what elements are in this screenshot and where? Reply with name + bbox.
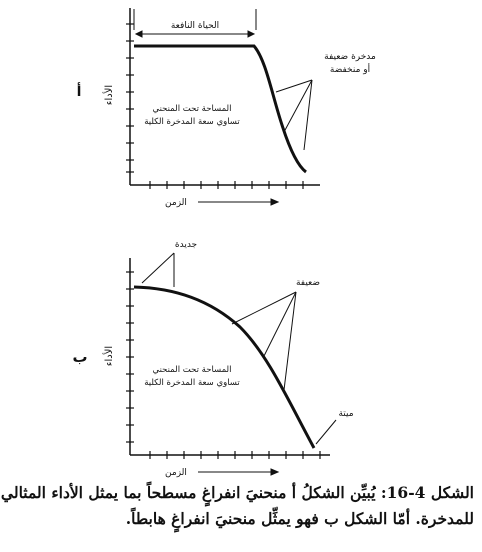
- figure-a-useful-life-arrow: [136, 31, 254, 37]
- figure-b-area-label-1: المساحة تحت المنحني: [152, 365, 232, 375]
- figure-b-dead-label: ميتة: [338, 409, 354, 419]
- figure-b-panel-label: ب: [72, 348, 88, 366]
- figure-a-weak-label-1: مدخرة ضعيفة: [324, 52, 376, 62]
- caption-line-2: للمدخرة. أمّا الشكل ب فهو يمثِّل منحنيَ انفراغٍ هابطاً.: [125, 509, 474, 528]
- figure-b-weak-label: ضعيفة: [295, 278, 321, 288]
- figure-b-area-label-2: تساوي سعة المدخرة الكلية: [144, 378, 240, 388]
- figure-a: [77, 8, 376, 208]
- figure-a-y-axis-label: الأداء: [104, 84, 115, 106]
- figure-b: [72, 240, 353, 478]
- figure-b-time-arrow: [198, 469, 278, 475]
- figure-b-new-pointer: [142, 253, 174, 287]
- figure-caption: [0, 480, 474, 532]
- figure-a-weak-pointer: [276, 80, 312, 150]
- figure-a-x-axis-label: الزمن: [165, 198, 187, 208]
- figure-a-time-arrow: [198, 199, 278, 205]
- figure-a-weak-label-2: أو منخفضة: [329, 65, 371, 75]
- figure-a-area-label-2: تساوي سعة المدخرة الكلية: [144, 117, 240, 127]
- figure-a-area-label-1: المساحة تحت المنحني: [152, 104, 232, 114]
- figure-b-new-label: جديدة: [174, 240, 198, 250]
- figure-b-y-axis-label: الأداء: [104, 345, 115, 367]
- figure-a-panel-label: أ: [76, 84, 82, 100]
- figure-b-dead-pointer: [316, 420, 336, 444]
- figure-b-weak-pointer: [232, 292, 296, 390]
- figure-a-useful-life-label: الحياة النافعة: [170, 21, 220, 31]
- caption-line-1: الشكل 4-16: يُبيِّن الشكلُ أ منحنيَ انفراغٍ مسطحاً بما يمثل الأداء المثالي: [0, 483, 474, 502]
- figure-b-x-axis-label: الزمن: [165, 468, 187, 478]
